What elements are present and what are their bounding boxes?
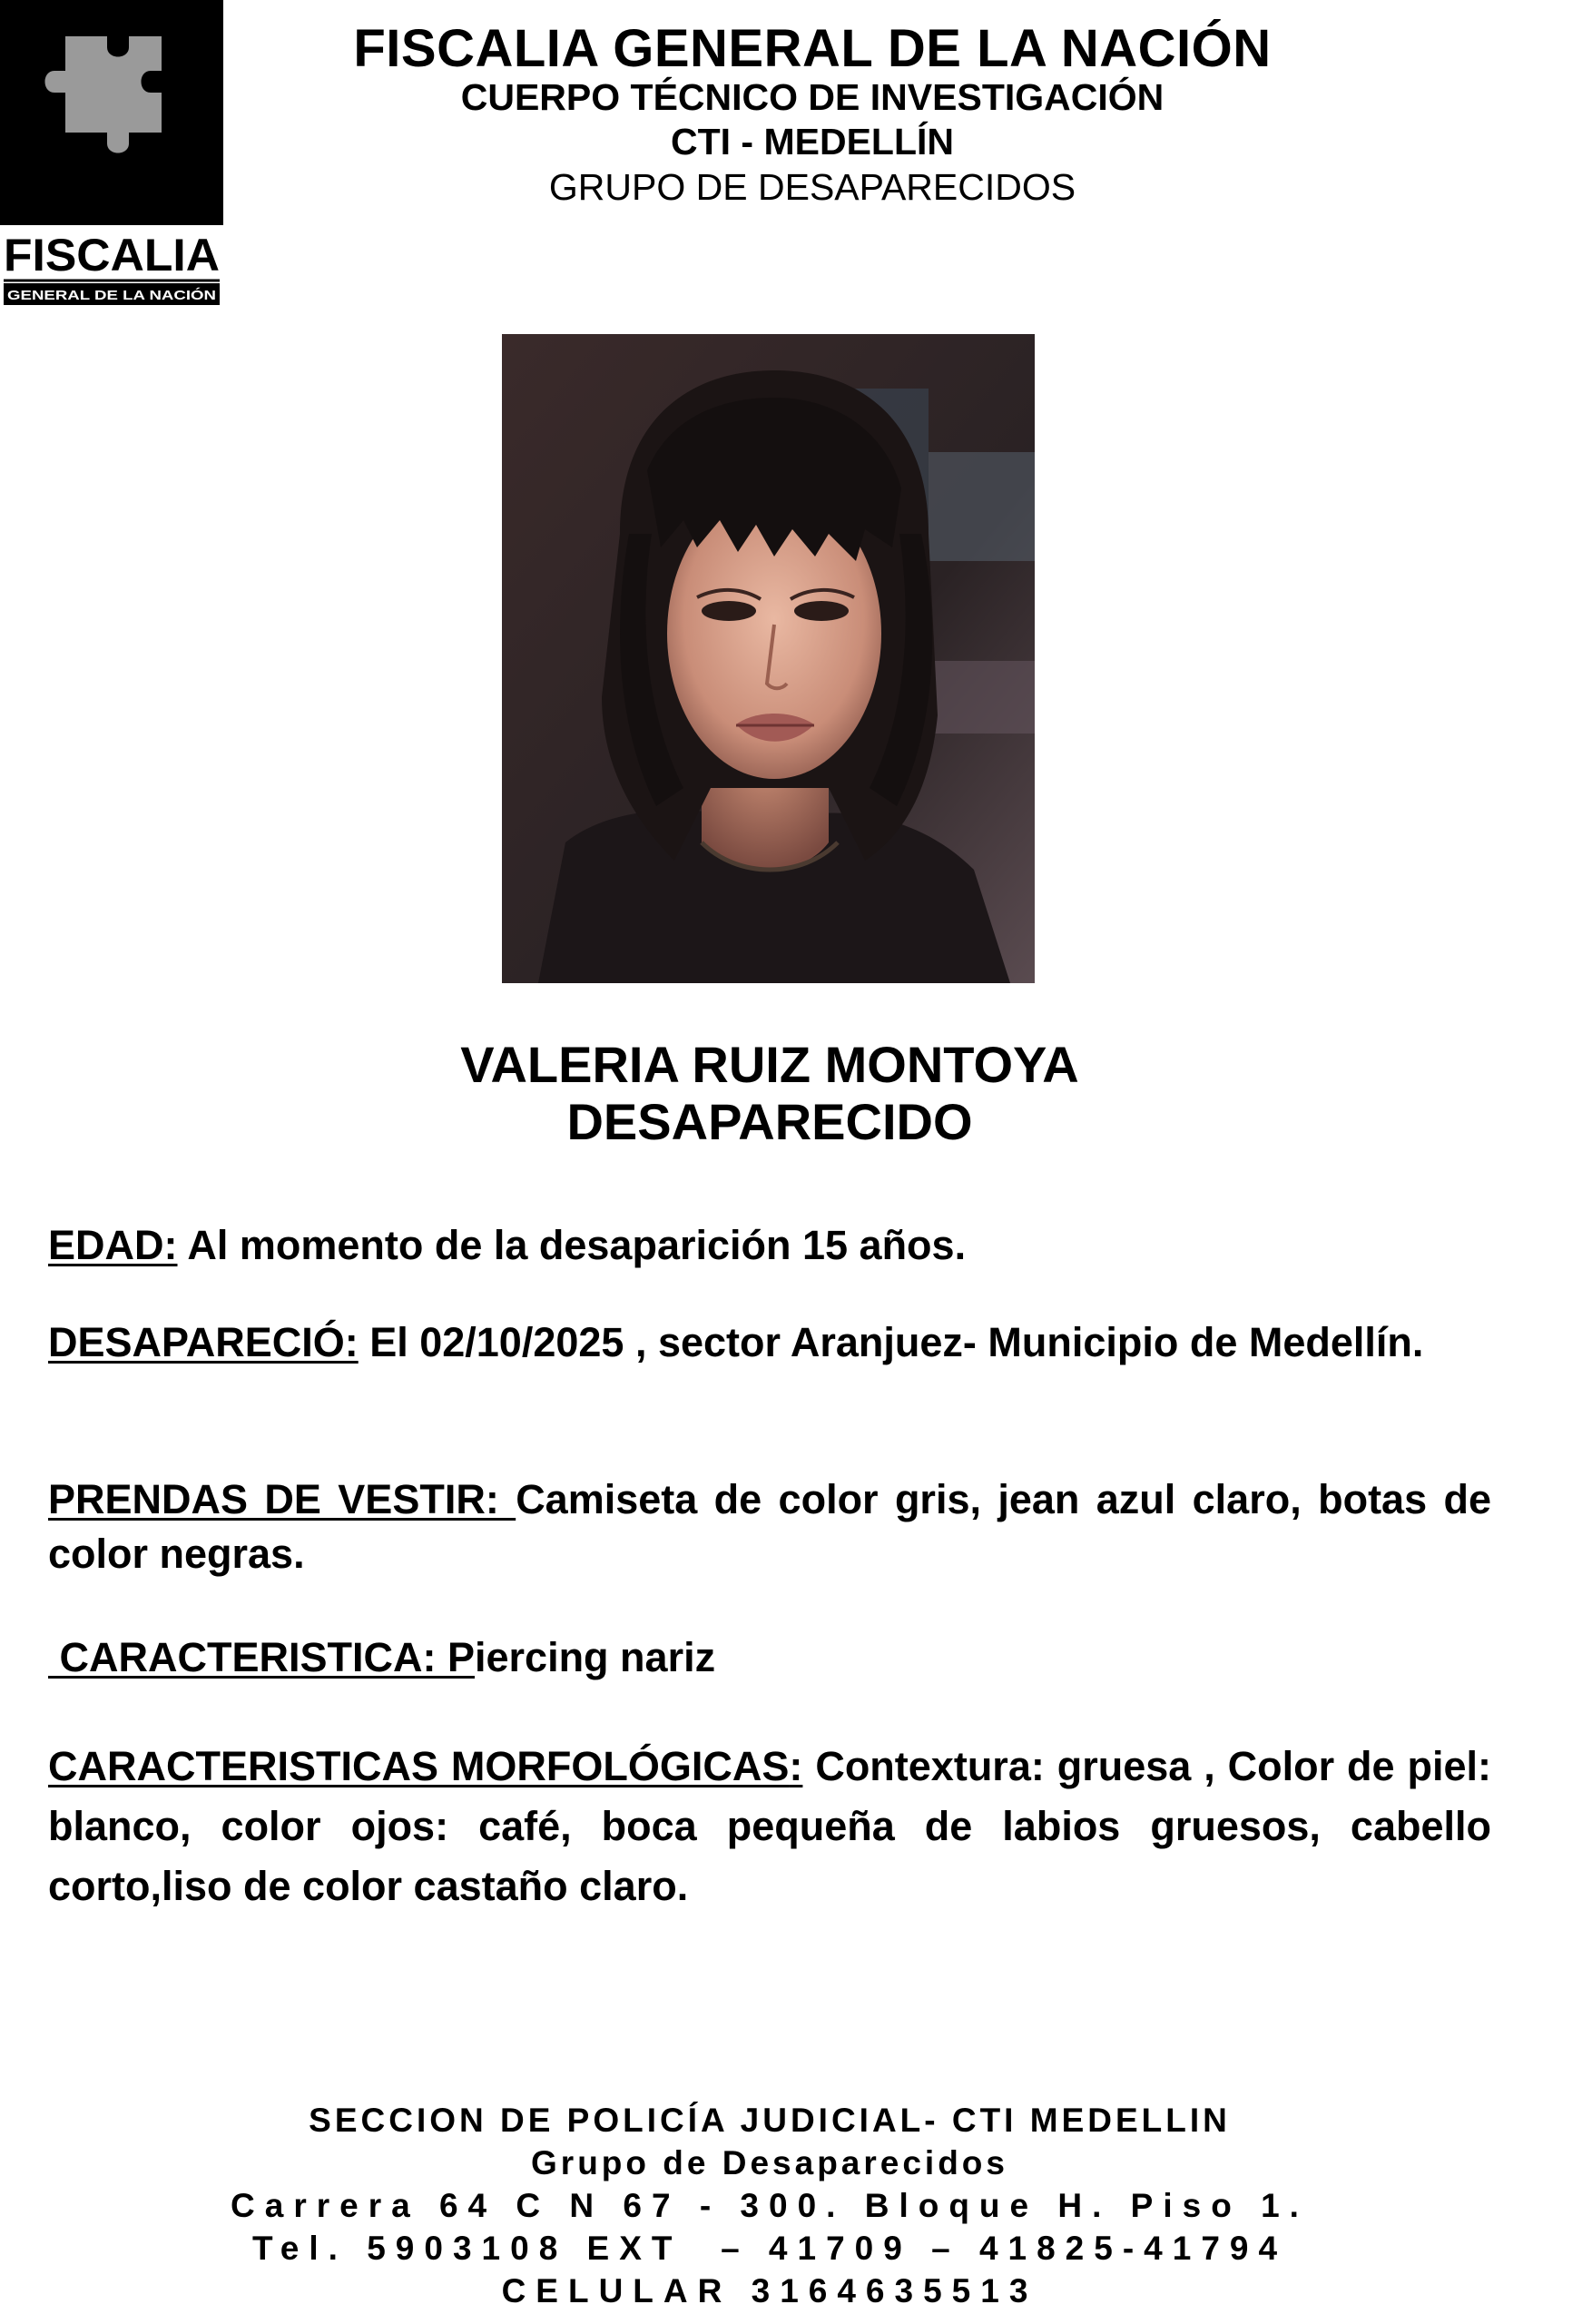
- morphology-text: Contextura: gruesa , Color de piel: blanco, color ojos: café, boca pequeña de labios gruesos, cabello corto,liso de color castaño claro.: [48, 1743, 1491, 1909]
- clothing-text: Camiseta de color gris, jean azul claro, botas de color negras.: [48, 1476, 1491, 1577]
- logo-brand-text: FISCALIA: [4, 230, 220, 281]
- feature-text: iercing nariz: [475, 1634, 716, 1680]
- header-subtitle: CUERPO TÉCNICO DE INVESTIGACIÓN: [460, 76, 1165, 118]
- footer-section: SECCION DE POLICÍA JUDICIAL- CTI MEDELLIN: [309, 2102, 1231, 2139]
- disappeared-text: El 02/10/2025 , sector Aranjuez- Municipio de Medellín.: [358, 1319, 1424, 1365]
- footer-address: Carrera 64 C N 67 - 300. Bloque H. Piso 1.: [231, 2187, 1309, 2224]
- header-title: FISCALIA GENERAL DE LA NACIÓN: [353, 19, 1272, 78]
- feature-paragraph: [48, 1630, 1491, 1685]
- age-paragraph: [48, 1218, 1491, 1273]
- footer-mobile: CELULAR 3164635513: [501, 2272, 1038, 2309]
- age-text: Al momento de la desaparición 15 años.: [177, 1222, 967, 1268]
- footer-phone: Tel. 5903108 EXT – 41709 – 41825-41794: [251, 2230, 1288, 2267]
- clothing-label: PRENDAS DE VESTIR:: [48, 1476, 516, 1522]
- morphology-colon: :: [789, 1743, 803, 1789]
- header-office: CTI - MEDELLÍN: [670, 121, 955, 162]
- disappeared-paragraph: [48, 1315, 1491, 1370]
- person-status: DESAPARECIDO: [566, 1093, 973, 1150]
- feature-label: CARACTERISTICA: P: [48, 1634, 475, 1680]
- footer-group: Grupo de Desaparecidos: [531, 2144, 1008, 2181]
- morphology-label: CARACTERISTICAS MORFOLÓGICAS: [48, 1743, 790, 1789]
- person-name: VALERIA RUIZ MONTOYA: [460, 1036, 1079, 1093]
- age-label: EDAD:: [48, 1222, 178, 1268]
- morphology-paragraph: [48, 1737, 1491, 1916]
- missing-person-photo: [502, 334, 1035, 983]
- clothing-paragraph: [48, 1472, 1491, 1581]
- logo-subtitle-text: GENERAL DE LA NACIÓN: [7, 288, 176, 303]
- disappeared-label: DESAPARECIÓ:: [48, 1319, 359, 1365]
- header-group: GRUPO DE DESAPARECIDOS: [548, 166, 1076, 208]
